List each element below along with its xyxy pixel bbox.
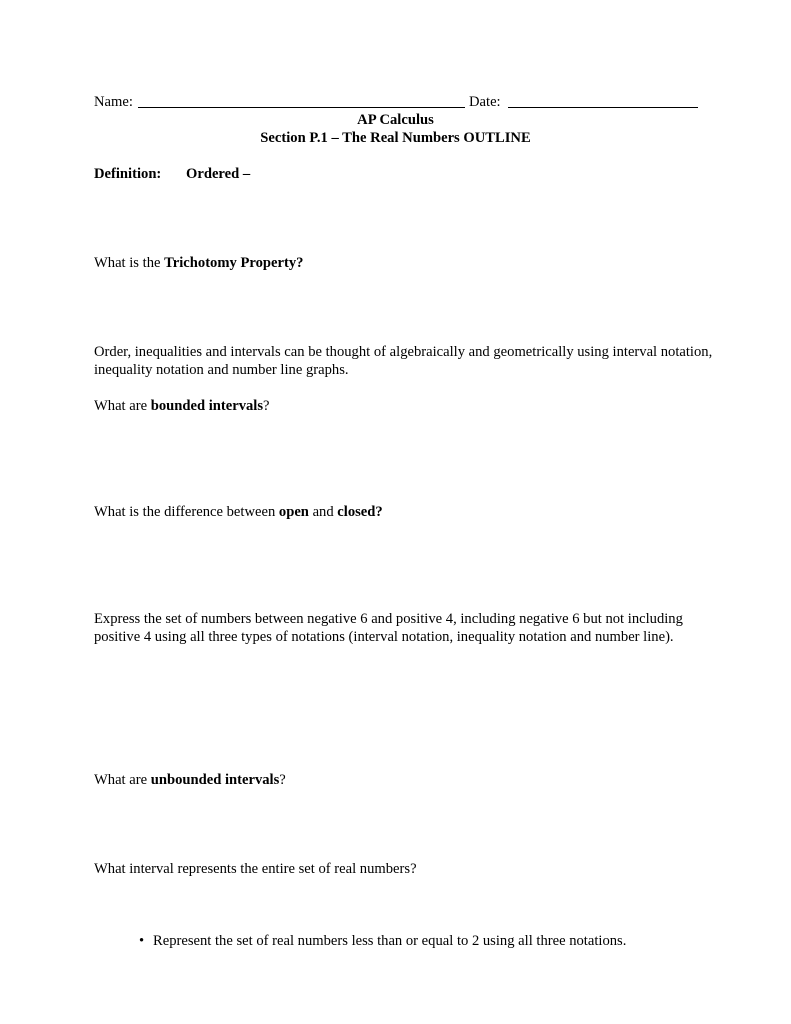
question-unbounded-bold: unbounded intervals — [150, 772, 280, 788]
bullet-item: Represent the set of real numbers less than or equal to 2 using all three notations. — [153, 933, 627, 949]
question-open-closed-bold1: open — [278, 504, 309, 520]
date-label: Date: — [469, 94, 501, 110]
definition-label: Definition: — [94, 166, 162, 182]
question-open-closed-prefix: What is the difference between — [94, 504, 279, 520]
question-trichotomy-prefix: What is the — [94, 255, 165, 271]
question-bounded — [94, 397, 270, 415]
question-bounded-prefix: What are — [94, 398, 151, 414]
question-open-closed-middle: and — [308, 504, 338, 520]
question-bounded-suffix: ? — [263, 398, 270, 414]
question-entire-set: What interval represents the entire set of real numbers? — [94, 861, 417, 877]
question-unbounded-suffix: ? — [279, 772, 286, 788]
question-unbounded — [94, 771, 286, 789]
name-label: Name: — [94, 94, 133, 110]
question-trichotomy — [94, 254, 303, 272]
question-open-closed-bold2: closed? — [337, 504, 383, 520]
definition-term: Ordered – — [186, 166, 251, 182]
paragraph-express: Express the set of numbers between negative 6 and positive 4, including negative 6 but not including positive 4 using all three types of notations (interval notation, inequality notation and number line). — [94, 611, 683, 645]
bullet-glyph: • — [139, 933, 145, 949]
course-title: AP Calculus — [357, 112, 434, 128]
question-open-closed — [94, 503, 383, 521]
paragraph-order: Order, inequalities and intervals can be thought of algebraically and geometrically using interval notation, inequality notation and number line graphs. — [94, 344, 713, 378]
date-blank-line[interactable] — [508, 107, 698, 108]
question-unbounded-prefix: What are — [94, 772, 151, 788]
question-trichotomy-bold: Trichotomy Property? — [164, 255, 304, 271]
section-title: Section P.1 – The Real Numbers OUTLINE — [260, 130, 531, 146]
name-blank-line[interactable] — [138, 107, 465, 108]
question-bounded-bold: bounded intervals — [150, 398, 264, 414]
